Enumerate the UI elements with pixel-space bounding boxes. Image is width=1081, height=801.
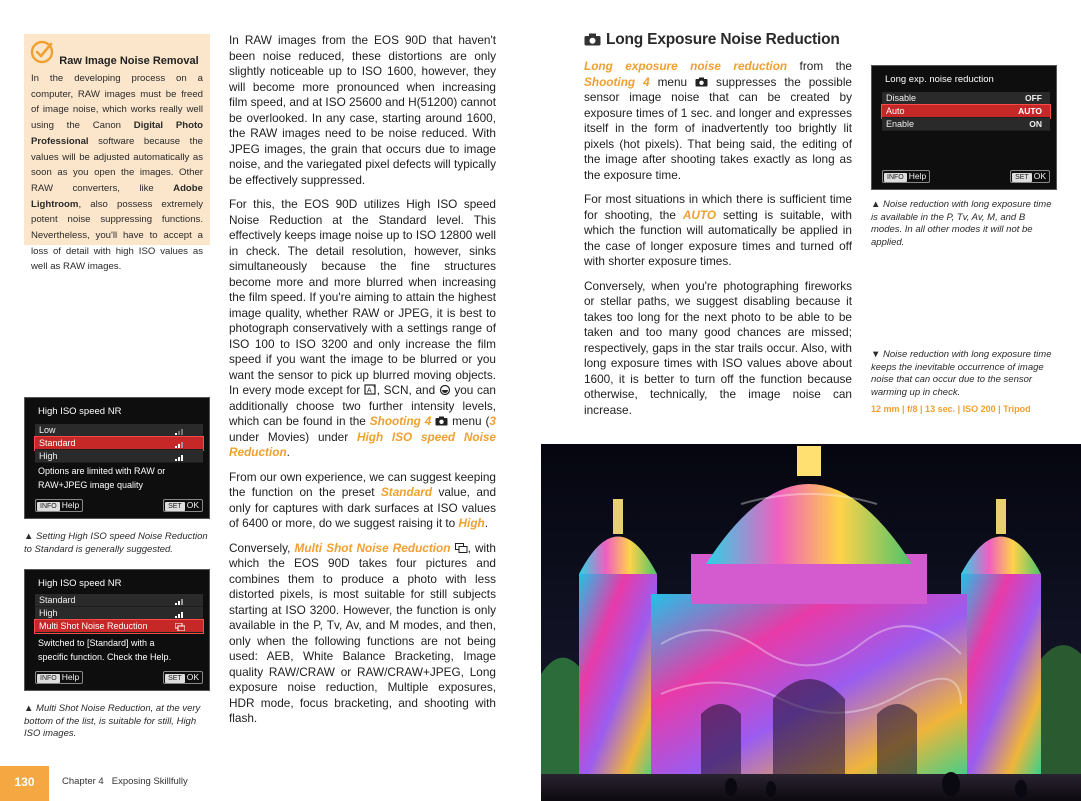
set-ok xyxy=(163,499,203,512)
signal-bars-icon xyxy=(175,453,185,461)
set-ok xyxy=(163,671,203,684)
text: suppresses the possible sensor image noise that can be created by exposure times of 1 sec. and longer and expresses itself in the form of inadvertently too brightly lit pixels (hot pixels). That being said, the editing of the image after shooting takes exactly as long as the exposure time. xyxy=(584,74,852,182)
paragraph: In RAW images from the EOS 90D that haven't been noise reduced, these distortions are only slightly noticeable up to ISO 1600, however, they will become more pronounced when increasing film speed, and at ISO 25600 and H(51200) cannot be overlooked. In any case, starting around 1600, the RAW images need to be noise reduced. With JPEG images, the grain that occurs due to image noise, and the variegated pixel defects will typically be effectively suppressed. xyxy=(229,33,496,187)
tip-bold-dpp: Digital Photo Professional xyxy=(31,120,203,147)
text: For this, the EOS 90D utilizes High ISO speed Noise Reduction at the Standard level. This effectively keeps image noise up to ISO 12800 well in check. The detail resolution, however, sinks simultaneously because the fine structures become more and more blurred when increasing the film speed. If you're aiming to attain the highest image quality, whether RAW or JPEG, it is best to photograph conservatively with a settings range of ISO 100 to ISO 3200 and only increase the film speed if you want the image to be blurred or you want the sensor to pick up blurred moving objects. In every mode except for xyxy=(229,197,496,397)
multi-shot-icon xyxy=(455,543,468,553)
info-help xyxy=(35,499,83,512)
text: . xyxy=(286,445,290,459)
tip-text: , also possess extremely potent noise suppressing functions. Nevertheless, you'll have to accept a loss of detail with high ISO values as well as RAW images. xyxy=(31,198,203,273)
info-chip: INFO xyxy=(884,173,907,182)
ok-label: OK xyxy=(186,672,199,682)
signal-bars-icon xyxy=(175,597,185,605)
menu-row-low xyxy=(35,424,203,437)
setting-ref-high: High xyxy=(458,516,485,530)
menu-title: High ISO speed NR xyxy=(38,406,122,417)
text: you can additionally choose two further intensity levels, which can be found in the xyxy=(229,383,496,428)
page-number: 130 xyxy=(0,766,49,801)
menu-row-label: Enable xyxy=(886,119,915,129)
text: Conversely, xyxy=(229,540,295,555)
menu-ref-shooting-4: Shooting 4 xyxy=(584,74,650,89)
tip-box xyxy=(24,34,210,273)
menu-row-label: High xyxy=(39,451,58,461)
chapter-label: Chapter 4 xyxy=(62,776,104,787)
menu-row-label: Standard xyxy=(39,438,76,448)
paragraph xyxy=(229,470,496,532)
camera-menu-long-exposure-nr xyxy=(871,65,1057,190)
food-mode-icon xyxy=(439,384,451,395)
menu-row-value: AUTO xyxy=(1018,106,1042,116)
paragraph xyxy=(229,197,496,461)
text: , with which the EOS 90D takes four pictures and combines them to produce a photo with less distorted pixels, is most suitable for still subjects starting at ISO 3200. However, the function is only available in the P, Tv, Av, and M modes, and then, only when the following functions are not being used: AEB, White Balance Bracketing, Image quality RAW/CRAW or RAW/CRAW+JPEG, Long exposure noise reduction, Multiple exposures, HDR mode, focus bracketing, and shooting with flash. xyxy=(229,540,496,725)
set-chip: SET xyxy=(165,502,185,511)
paragraph xyxy=(584,192,852,270)
menu-row-label: Disable xyxy=(886,93,917,103)
section-title xyxy=(584,31,840,49)
menu-note xyxy=(38,636,171,664)
menu-title: High ISO speed NR xyxy=(38,578,122,589)
menu-row-label: Low xyxy=(39,425,56,435)
menu-note-line: Options are limited with RAW or xyxy=(38,466,166,476)
menu3-caption: ▲ Noise reduction with long exposure time is available in the P, Tv, Av, M, and B modes. In all other modes it will not be applied. xyxy=(871,199,1052,248)
menu-row-standard xyxy=(35,437,203,450)
setting-ref-lenr: Long exposure noise reduction xyxy=(584,59,788,73)
svg-text:+: + xyxy=(372,384,376,390)
set-ok xyxy=(1010,170,1050,183)
menu-row-label: High xyxy=(39,608,58,618)
signal-bars-icon xyxy=(175,440,185,448)
menu-note-line: Switched to [Standard] with a xyxy=(38,638,155,648)
tip-text: In the developing process on a computer, RAW images must be freed of image noise, which works really well using the Canon xyxy=(31,73,203,132)
menu2-caption: ▲ Multi Shot Noise Reduction, at the very bottom of the list, is suitable for still, High ISO images. xyxy=(24,703,201,739)
middle-column xyxy=(229,33,496,736)
paragraph xyxy=(229,541,496,727)
help-label: Help xyxy=(61,672,80,682)
help-label: Help xyxy=(61,500,80,510)
camera-icon xyxy=(584,33,601,46)
text: value, and only for captures with dark surfaces at ISO values of 6400 or more, do we suggest raising it to xyxy=(229,485,497,530)
set-chip: SET xyxy=(165,674,185,683)
ok-label: OK xyxy=(1033,171,1046,181)
camera-menu-high-iso-nr xyxy=(24,397,210,519)
tip-title: Raw Image Noise Removal xyxy=(59,55,199,67)
paragraph: Conversely, when you're photographing fireworks or stellar paths, we suggest disabling because it takes too long for the next photo to be able to be taken and too many good chances are missed; respectively, gaps in the star trails occur. Also, with long exposure times with ISO values above about 1600, it is better to turn off the function because otherwise, technically, the image noise can increase. xyxy=(584,278,852,417)
ok-label: OK xyxy=(186,500,199,510)
menu-title: Long exp. noise reduction xyxy=(885,74,994,85)
menu-row-enable xyxy=(882,118,1050,131)
menu-row-multi-shot xyxy=(35,620,203,633)
camera-icon xyxy=(435,416,448,426)
menu-row-label: Auto xyxy=(886,106,905,116)
setting-ref-multi-shot-nr: Multi Shot Noise Reduction xyxy=(294,540,451,555)
menu-row-standard xyxy=(35,594,203,607)
text: under Movies) under xyxy=(229,429,357,444)
text: setting is suitable, with which the function will automatically be applied in the case of longer exposure times and turned off with shorter exposure times. xyxy=(584,207,852,268)
menu-row-value: ON xyxy=(1029,119,1042,129)
text: from the xyxy=(787,59,852,73)
tip-body xyxy=(31,71,203,275)
photo-caption: ▼ Noise reduction with long exposure time keeps the inevitable occurrence of image noise that can occur due to the sensor warming up in check. xyxy=(871,349,1052,398)
menu-ref-3: 3 xyxy=(489,414,496,428)
signal-bars-icon xyxy=(175,427,185,435)
text: , SCN, and xyxy=(376,383,439,397)
svg-text:A: A xyxy=(366,387,372,395)
menu-row-value: OFF xyxy=(1025,93,1042,103)
camera-menu-multi-shot-nr xyxy=(24,569,210,691)
camera-icon xyxy=(695,77,708,87)
menu-note-line: specific function. Check the Help. xyxy=(38,652,172,662)
scene-intelligent-auto-icon xyxy=(364,384,377,395)
setting-ref-standard: Standard xyxy=(380,485,433,499)
tip-bold-lightroom: Adobe Lightroom xyxy=(31,182,203,210)
tip-text: software because the values will be adjusted automatically as soon as you open the images. Other RAW converters, like xyxy=(31,135,203,194)
right-column xyxy=(584,59,852,427)
chapter-footer xyxy=(62,776,188,787)
menu-ref-high-iso-nr: High ISO speed Noise Reduction xyxy=(229,429,496,459)
setting-ref-auto: AUTO xyxy=(682,207,717,222)
check-circle-icon xyxy=(30,39,56,65)
text: From our own experience, we can suggest keeping the function on the preset xyxy=(229,469,496,499)
info-chip: INFO xyxy=(37,674,60,683)
menu-row-auto xyxy=(882,105,1050,118)
menu-row-label: Standard xyxy=(39,595,76,605)
chapter-title: Exposing Skillfully xyxy=(111,776,188,787)
info-help xyxy=(882,170,930,183)
help-label: Help xyxy=(908,171,927,181)
menu-note xyxy=(38,464,165,492)
cathedral-illustration xyxy=(541,444,1081,801)
menu-row-high xyxy=(35,450,203,463)
menu-row-disable xyxy=(882,92,1050,105)
multi-shot-icon xyxy=(175,623,185,631)
text: menu ( xyxy=(448,414,490,428)
section-title-text: Long Exposure Noise Reduction xyxy=(606,31,840,48)
text: . xyxy=(484,516,489,530)
berlin-cathedral-photo xyxy=(541,444,1081,801)
menu-ref-shooting-4: Shooting 4 xyxy=(369,414,432,428)
menu-row-label: Multi Shot Noise Reduction xyxy=(39,621,148,631)
paragraph xyxy=(584,59,852,183)
info-chip: INFO xyxy=(37,502,60,511)
text: For most situations in which there is sufficient time for shooting, the xyxy=(584,192,852,222)
set-chip: SET xyxy=(1012,173,1032,182)
menu-note-line: RAW+JPEG image quality xyxy=(38,480,143,490)
text: menu xyxy=(649,74,696,89)
signal-bars-icon xyxy=(175,610,185,618)
menu1-caption: ▲ Setting High ISO speed Noise Reduction to Standard is generally suggested. xyxy=(24,531,208,555)
exif-info: 12 mm | f/8 | 13 sec. | ISO 200 | Tripod xyxy=(871,404,1031,414)
menu-row-high xyxy=(35,607,203,620)
info-help xyxy=(35,671,83,684)
